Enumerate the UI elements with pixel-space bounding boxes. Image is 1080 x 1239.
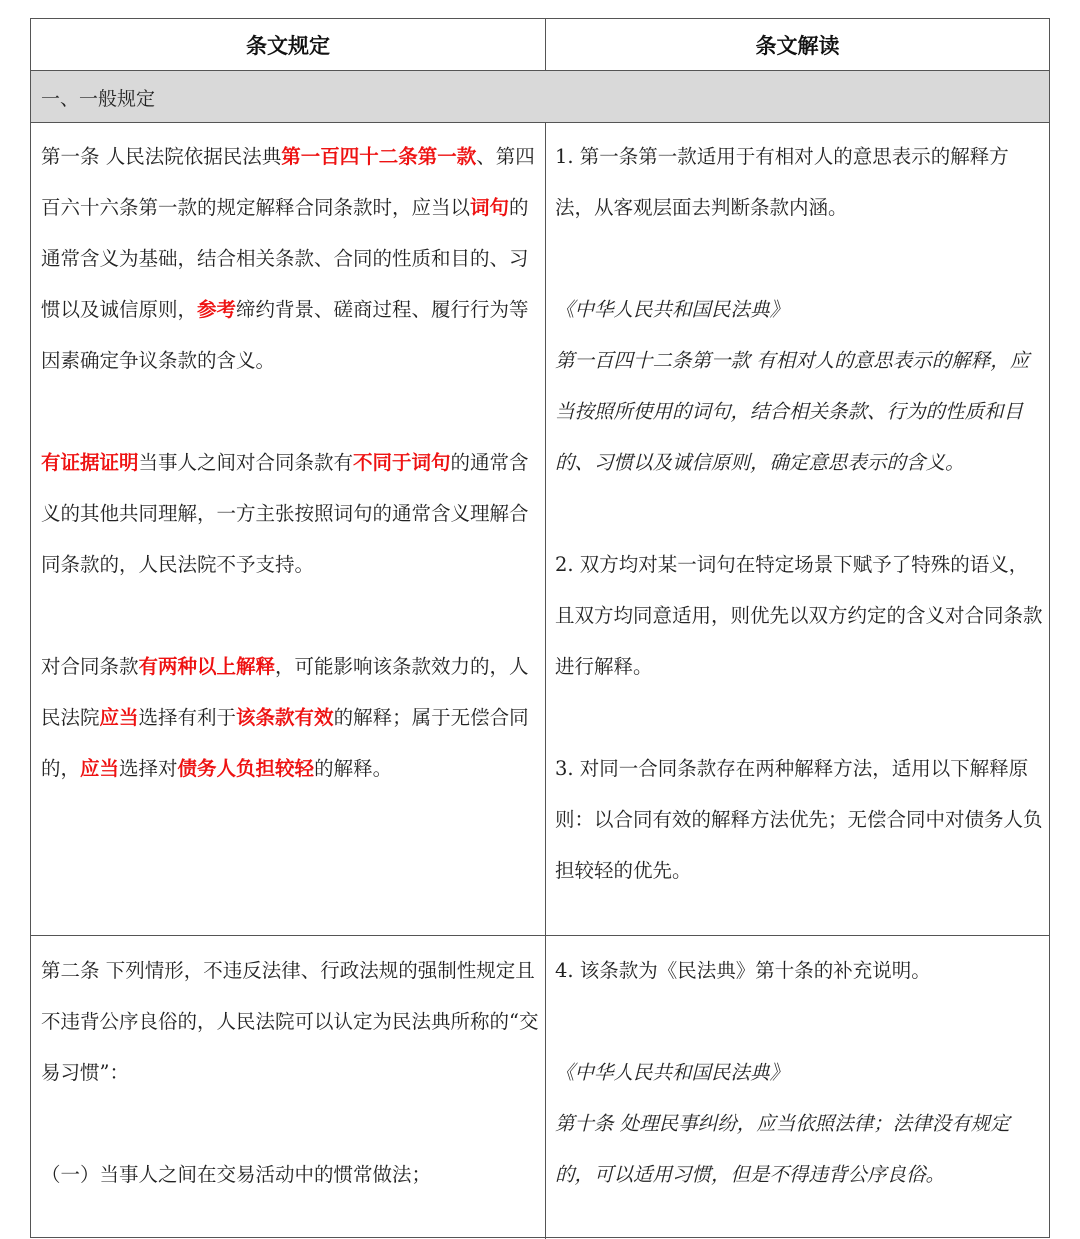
article-1-para-3: 对合同条款有两种以上解释，可能影响该条款效力的，人民法院应当选择有利于该条款有效的解释；属于无偿合同的，应当选择对债务人负担较轻的解释。 bbox=[41, 655, 529, 780]
article-1 bbox=[41, 131, 541, 794]
note-3: 3. 对同一合同条款存在两种解释方法，适用以下解释原则：以合同有效的解释方法优先；无偿合同中对债务人负担较轻的优先。 bbox=[555, 757, 1043, 882]
civil-code-title: 《中华人民共和国民法典》 bbox=[555, 298, 790, 321]
article-2-item-1: （一）当事人之间在交易活动中的惯常做法； bbox=[41, 1163, 432, 1186]
note-1: 1. 第一条第一款适用于有相对人的意思表示的解释方法，从客观层面去判断条款内涵。 bbox=[555, 145, 1009, 219]
civil-code-quote-2: 第十条 处理民事纠纷，应当依照法律；法律没有规定的，可以适用习惯，但是不得违背公序良俗。 bbox=[555, 1112, 1010, 1186]
article-1-para-1: 第一条 人民法院依据民法典第一百四十二条第一款、第四百六十六条第一款的规定解释合同条款时，应当以词句的通常含义为基础，结合相关条款、合同的性质和目的、习惯以及诚信原则，参考缔约背景、磋商过程、履行行为等因素确定争议条款的含义。 bbox=[41, 145, 535, 372]
section-title: 一、一般规定 bbox=[31, 71, 1049, 123]
interpretation-2 bbox=[555, 945, 1047, 1200]
header-provision: 条文规定 bbox=[246, 33, 330, 58]
column-divider bbox=[545, 123, 546, 1239]
divider bbox=[31, 935, 1049, 936]
header-interpretation: 条文解读 bbox=[755, 33, 840, 58]
note-4: 4. 该条款为《民法典》第十条的补充说明。 bbox=[555, 959, 931, 982]
civil-code-quote: 第一百四十二条第一款 有相对人的意思表示的解释，应当按照所使用的词句，结合相关条款、行为的性质和目的、习惯以及诚信原则，确定意思表示的含义。 bbox=[555, 349, 1030, 474]
article-2 bbox=[41, 945, 541, 1200]
article-2-para-1: 第二条 下列情形，不违反法律、行政法规的强制性规定且不违背公序良俗的，人民法院可以认定为民法典所称的“交易习惯”： bbox=[41, 959, 539, 1084]
provisions-table bbox=[30, 18, 1050, 1238]
divider bbox=[31, 122, 1049, 123]
article-1-para-2: 有证据证明当事人之间对合同条款有不同于词句的通常含义的其他共同理解，一方主张按照词句的通常含义理解合同条款的，人民法院不予支持。 bbox=[41, 451, 529, 576]
column-divider bbox=[545, 19, 546, 71]
civil-code-title-2: 《中华人民共和国民法典》 bbox=[555, 1061, 790, 1084]
interpretation-1 bbox=[555, 131, 1047, 896]
note-2: 2. 双方均对某一词句在特定场景下赋予了特殊的语义，且双方均同意适用，则优先以双方约定的含义对合同条款进行解释。 bbox=[555, 553, 1043, 678]
